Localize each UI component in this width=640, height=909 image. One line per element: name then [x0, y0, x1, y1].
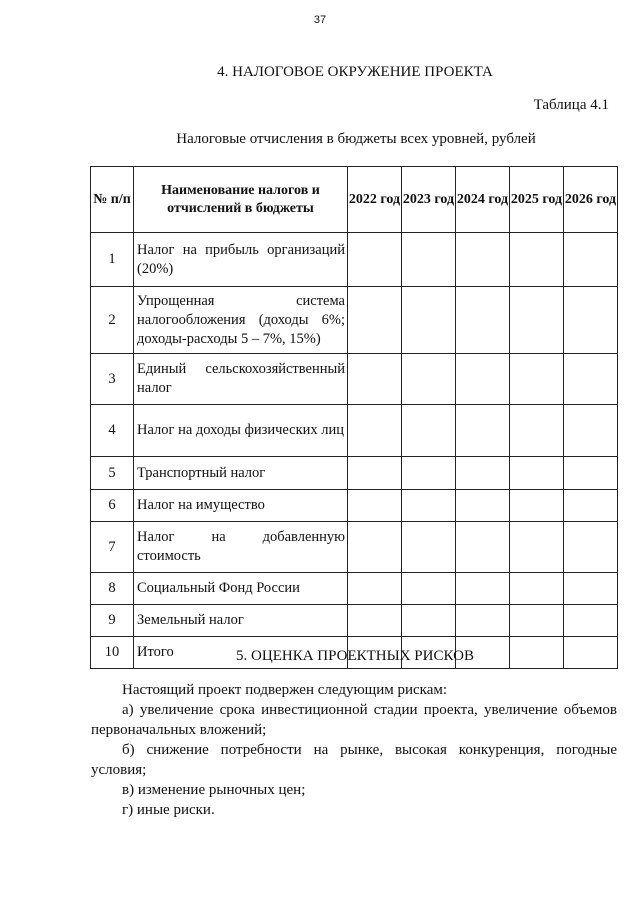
value-cell: [456, 405, 510, 457]
value-cell: [564, 573, 618, 605]
row-name: Единый сельскохозяйственный налог: [134, 354, 348, 405]
value-cell: [510, 287, 564, 354]
value-cell: [510, 457, 564, 490]
value-cell: [510, 354, 564, 405]
value-cell: [348, 287, 402, 354]
table-row: [91, 233, 618, 287]
header-year-2022: 2022 год: [348, 167, 402, 233]
row-name: Итого: [134, 637, 348, 669]
value-cell: [402, 233, 456, 287]
value-cell: [402, 287, 456, 354]
value-cell: [348, 457, 402, 490]
value-cell: [564, 287, 618, 354]
row-name: Налог на имущество: [134, 490, 348, 522]
row-name: Налог на доходы физических лиц: [134, 405, 348, 457]
value-cell: [510, 490, 564, 522]
value-cell: [564, 490, 618, 522]
table-row: [91, 573, 618, 605]
table-row: [91, 354, 618, 405]
value-cell: [456, 457, 510, 490]
value-cell: [402, 457, 456, 490]
value-cell: [564, 457, 618, 490]
risk-item-a: а) увеличение срока инвестиционной стадии проекта, увеличение объемов первоначальных вложений;: [91, 702, 617, 738]
row-num: 10: [91, 637, 134, 669]
row-num: 3: [91, 354, 134, 405]
value-cell: [402, 573, 456, 605]
header-year-2024: 2024 год: [456, 167, 510, 233]
value-cell: [456, 354, 510, 405]
header-year-2023: 2023 год: [402, 167, 456, 233]
table-row: [91, 287, 618, 354]
value-cell: [510, 605, 564, 637]
header-name: Наименование налогов и отчислений в бюджеты: [134, 167, 348, 233]
page-number: 37: [313, 14, 327, 26]
row-name: Упрощенная система налогообложения (доходы 6%; доходы-расходы 5 – 7%, 15%): [134, 287, 348, 354]
value-cell: [564, 233, 618, 287]
table-header-row: [91, 167, 618, 233]
row-num: 5: [91, 457, 134, 490]
row-num: 2: [91, 287, 134, 354]
value-cell: [564, 405, 618, 457]
value-cell: [402, 405, 456, 457]
section-5-title: 5. ОЦЕНКА ПРОЕКТНЫХ РИСКОВ: [236, 648, 474, 664]
risks-text: [91, 680, 617, 820]
risk-item-b: б) снижение потребности на рынке, высокая конкуренция, погодные условия;: [91, 742, 617, 778]
value-cell: [402, 490, 456, 522]
value-cell: [456, 490, 510, 522]
table-row: [91, 405, 618, 457]
value-cell: [348, 490, 402, 522]
table-row: [91, 605, 618, 637]
value-cell: [510, 522, 564, 573]
tax-table: [90, 166, 618, 669]
value-cell: [348, 605, 402, 637]
value-cell: [456, 287, 510, 354]
row-num: 1: [91, 233, 134, 287]
row-name: Социальный Фонд России: [134, 573, 348, 605]
value-cell: [564, 522, 618, 573]
value-cell: [510, 405, 564, 457]
value-cell: [510, 233, 564, 287]
value-cell: [456, 522, 510, 573]
value-cell: [564, 605, 618, 637]
value-cell: [510, 573, 564, 605]
value-cell: [348, 233, 402, 287]
value-cell: [402, 605, 456, 637]
risk-item-c: в) изменение рыночных цен;: [122, 782, 306, 798]
header-num: № п/п: [91, 167, 134, 233]
risk-item-d: г) иные риски.: [122, 802, 215, 818]
table-row: [91, 490, 618, 522]
row-num: 9: [91, 605, 134, 637]
value-cell: [564, 354, 618, 405]
row-num: 4: [91, 405, 134, 457]
table-row: [91, 522, 618, 573]
value-cell: [348, 573, 402, 605]
section-4-title: 4. НАЛОГОВОЕ ОКРУЖЕНИЕ ПРОЕКТА: [217, 64, 493, 80]
value-cell: [348, 354, 402, 405]
value-cell: [348, 405, 402, 457]
row-name: Налог на добавленную стоимость: [134, 522, 348, 573]
value-cell: [348, 522, 402, 573]
header-year-2025: 2025 год: [510, 167, 564, 233]
value-cell: [456, 573, 510, 605]
row-name: Налог на прибыль организаций (20%): [134, 233, 348, 287]
row-num: 8: [91, 573, 134, 605]
value-cell: [402, 354, 456, 405]
table-row: [91, 457, 618, 490]
table-number: Таблица 4.1: [533, 97, 609, 113]
risks-intro: Настоящий проект подвержен следующим рискам:: [122, 682, 448, 698]
header-year-2026: 2026 год: [564, 167, 618, 233]
row-name: Земельный налог: [134, 605, 348, 637]
row-name: Транспортный налог: [134, 457, 348, 490]
row-num: 6: [91, 490, 134, 522]
value-cell: [456, 233, 510, 287]
value-cell: [456, 605, 510, 637]
table-caption: Налоговые отчисления в бюджеты всех уровней, рублей: [176, 131, 536, 147]
value-cell: [402, 522, 456, 573]
row-num: 7: [91, 522, 134, 573]
